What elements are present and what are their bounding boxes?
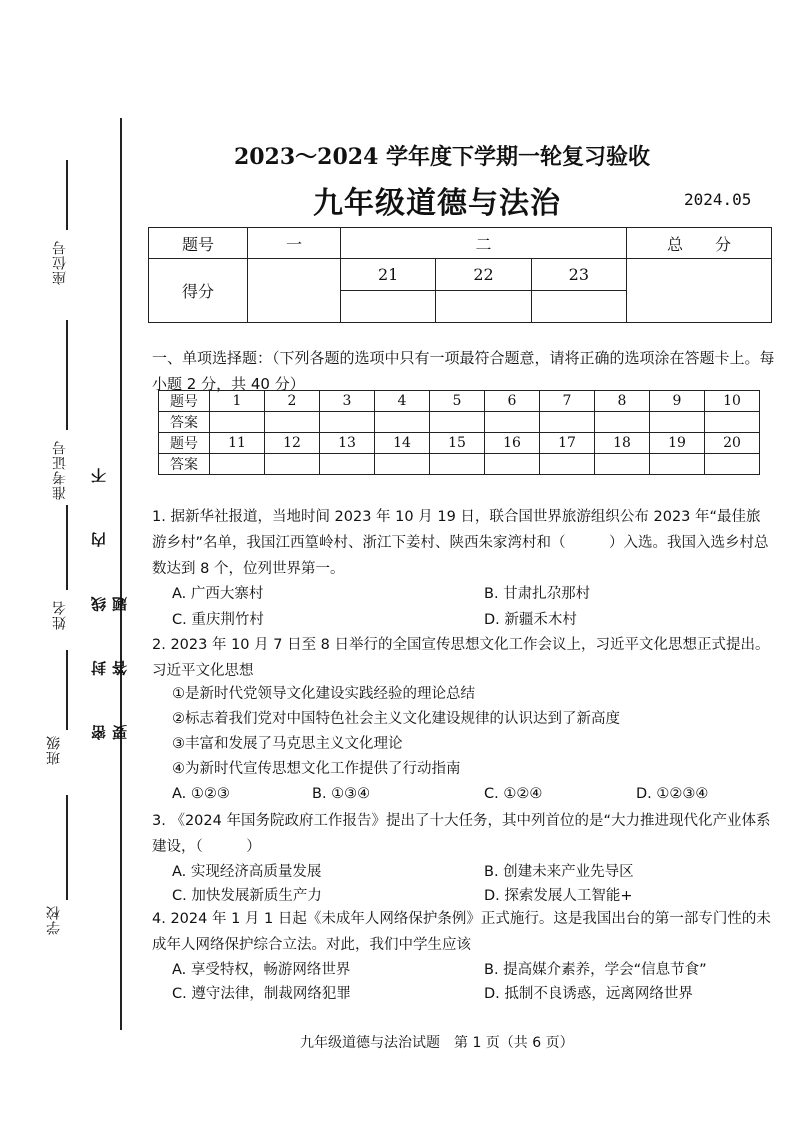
exam-date: 2024.05 (684, 190, 752, 209)
question-2-stem: 2. 2023 年 10 月 7 日至 8 日举行的全国宣传思想文化工作会议上，习近平文化思想正式提出。习近平文化思想 (152, 637, 770, 679)
exam-id-blank[interactable] (66, 320, 68, 430)
answer-grid-number: 1 (210, 391, 265, 412)
exam-subtitle: 2023～2024 学年度下学期一轮复习验收 (233, 144, 651, 170)
question-2-item-4: ④为新时代宣传思想文化工作提供了行动指南 (172, 761, 461, 777)
answer-grid-cell[interactable] (430, 454, 485, 475)
score-sub-21: 21 (341, 259, 436, 290)
question-2-option-b: B. ①③④ (312, 786, 371, 802)
exam-title: 九年级道德与法治 (313, 186, 561, 221)
question-1-option-a: A. 广西大寨村 (172, 586, 264, 602)
answer-grid-number: 15 (430, 433, 485, 454)
answer-grid-answer-row (159, 412, 760, 433)
answer-grid-cell[interactable] (485, 412, 540, 433)
question-4-option-c: C. 遵守法律，制裁网络犯罪 (172, 986, 351, 1002)
answer-grid-number: 17 (540, 433, 595, 454)
question-1-option-d: D. 新疆禾木村 (484, 612, 577, 628)
answer-grid-cell[interactable] (595, 412, 650, 433)
answer-grid-cell[interactable] (595, 454, 650, 475)
answer-grid-number: 11 (210, 433, 265, 454)
answer-grid-number: 14 (375, 433, 430, 454)
name-blank[interactable] (66, 505, 68, 590)
answer-grid-cell[interactable] (430, 412, 485, 433)
answer-grid-cell[interactable] (540, 412, 595, 433)
answer-grid-number-row (159, 391, 760, 412)
answer-grid-number: 3 (320, 391, 375, 412)
answer-grid-number: 10 (705, 391, 760, 412)
answer-grid-cell[interactable] (650, 412, 705, 433)
answer-grid-number: 6 (485, 391, 540, 412)
score-part2: 二 (341, 228, 627, 259)
answer-grid-cell[interactable] (650, 454, 705, 475)
score-cell-23 (531, 290, 626, 322)
question-4-option-a: A. 享受特权，畅游网络世界 (172, 962, 351, 978)
question-4-option-d: D. 抵制不良诱惑，远离网络世界 (484, 986, 693, 1002)
answer-grid (158, 390, 760, 475)
question-2-items (172, 682, 772, 782)
question-3-option-d: D. 探索发展人工智能+ (484, 888, 633, 904)
score-col-label: 题号 (149, 228, 248, 259)
question-1-stem: 1. 据新华社报道，当地时间 2023 年 10 月 19 日，联合国世界旅游组织公布 2023 年“最佳旅游乡村”名单，我国江西篁岭村、浙江下姜村、陕西朱家湾村和（ ）入选。我国入选乡村总数达到 8 个，位列世界第一。 (152, 509, 769, 577)
answer-grid-number: 20 (705, 433, 760, 454)
question-2-option-d: D. ①②③④ (636, 786, 709, 802)
answer-grid-number-row (159, 433, 760, 454)
answer-grid-cell[interactable] (320, 412, 375, 433)
question-1-option-c: C. 重庆荆竹村 (172, 612, 264, 628)
name-label: 姓名 (52, 600, 68, 630)
question-2-option-a: A. ①②③ (172, 786, 230, 802)
answer-grid-number: 8 (595, 391, 650, 412)
answer-grid-cell[interactable] (265, 454, 320, 475)
score-part1: 一 (248, 228, 341, 259)
answer-grid-number: 16 (485, 433, 540, 454)
question-3-option-b: B. 创建未来产业先导区 (484, 864, 634, 880)
class-blank[interactable] (66, 650, 68, 730)
answer-grid-number: 9 (650, 391, 705, 412)
answer-grid-cell[interactable] (375, 412, 430, 433)
answer-grid-number: 5 (430, 391, 485, 412)
page-footer: 九年级道德与法治试题 第 1 页（共 6 页） (300, 1035, 574, 1051)
question-2-item-1: ①是新时代党领导文化建设实践经验的理论总结 (172, 686, 475, 702)
question-3-option-c: C. 加快发展新质生产力 (172, 888, 322, 904)
question-3-stem: 3. 《2024 年国务院政府工作报告》提出了十大任务，其中列首位的是“大力推进现代化产业体系建设，（ ） (152, 813, 771, 855)
question-2-option-c: C. ①②④ (484, 786, 543, 802)
score-sub-23: 23 (531, 259, 626, 290)
question-3-option-a: A. 实现经济高质量发展 (172, 864, 322, 880)
answer-grid-number: 13 (320, 433, 375, 454)
answer-grid-number: 19 (650, 433, 705, 454)
answer-grid-cell[interactable] (375, 454, 430, 475)
school-blank[interactable] (66, 795, 68, 900)
answer-grid-number: 7 (540, 391, 595, 412)
class-label: 班级 (46, 735, 62, 765)
answer-grid-row-label: 题号 (159, 433, 210, 454)
answer-grid-cell[interactable] (540, 454, 595, 475)
answer-grid-cell[interactable] (210, 412, 265, 433)
answer-grid-number: 18 (595, 433, 650, 454)
section1-heading: 一、单项选择题：（下列各题的选项中只有一项最符合题意，请将正确的选项涂在答题卡上。每小题 2 分，共 40 分） (152, 349, 775, 393)
question-2-item-3: ③丰富和发展了马克思主义文化理论 (172, 736, 403, 752)
school-label: 学校 (46, 905, 62, 935)
score-sub-22: 22 (436, 259, 531, 290)
score-table (148, 227, 772, 323)
answer-grid-number: 12 (265, 433, 320, 454)
answer-grid-cell[interactable] (210, 454, 265, 475)
question-2-item-2: ②标志着我们党对中国特色社会主义文化建设规律的认识达到了新高度 (172, 711, 620, 727)
score-cell-21 (341, 290, 436, 322)
answer-grid-row-label: 题号 (159, 391, 210, 412)
answer-grid-cell[interactable] (265, 412, 320, 433)
question-4-stem: 4. 2024 年 1 月 1 日起《未成年人网络保护条例》正式施行。这是我国出台的第一部专门性的未成年人网络保护综合立法。对此，我们中学生应该 (152, 911, 771, 953)
answer-grid-row-label: 答案 (159, 412, 210, 433)
question-1-option-b: B. 甘肃扎尕那村 (484, 586, 591, 602)
answer-grid-answer-row (159, 454, 760, 475)
answer-grid-cell[interactable] (705, 412, 760, 433)
answer-grid-cell[interactable] (485, 454, 540, 475)
score-total-cell (627, 259, 772, 323)
score-total-label: 总 分 (627, 228, 772, 259)
seal-notice: 密 封 线 内 不 要 答 题 (90, 446, 129, 740)
exam-id-label: 准考证号 (52, 440, 68, 500)
score-row-label: 得分 (149, 259, 248, 323)
answer-grid-number: 4 (375, 391, 430, 412)
answer-grid-number: 2 (265, 391, 320, 412)
answer-grid-row-label: 答案 (159, 454, 210, 475)
answer-grid-cell[interactable] (320, 454, 375, 475)
score-part1-cell (248, 259, 341, 323)
seat-number-label: 座位号 (52, 240, 68, 285)
answer-grid-cell[interactable] (705, 454, 760, 475)
question-4-option-b: B. 提高媒介素养，学会“信息节食” (484, 962, 707, 978)
score-cell-22 (436, 290, 531, 322)
